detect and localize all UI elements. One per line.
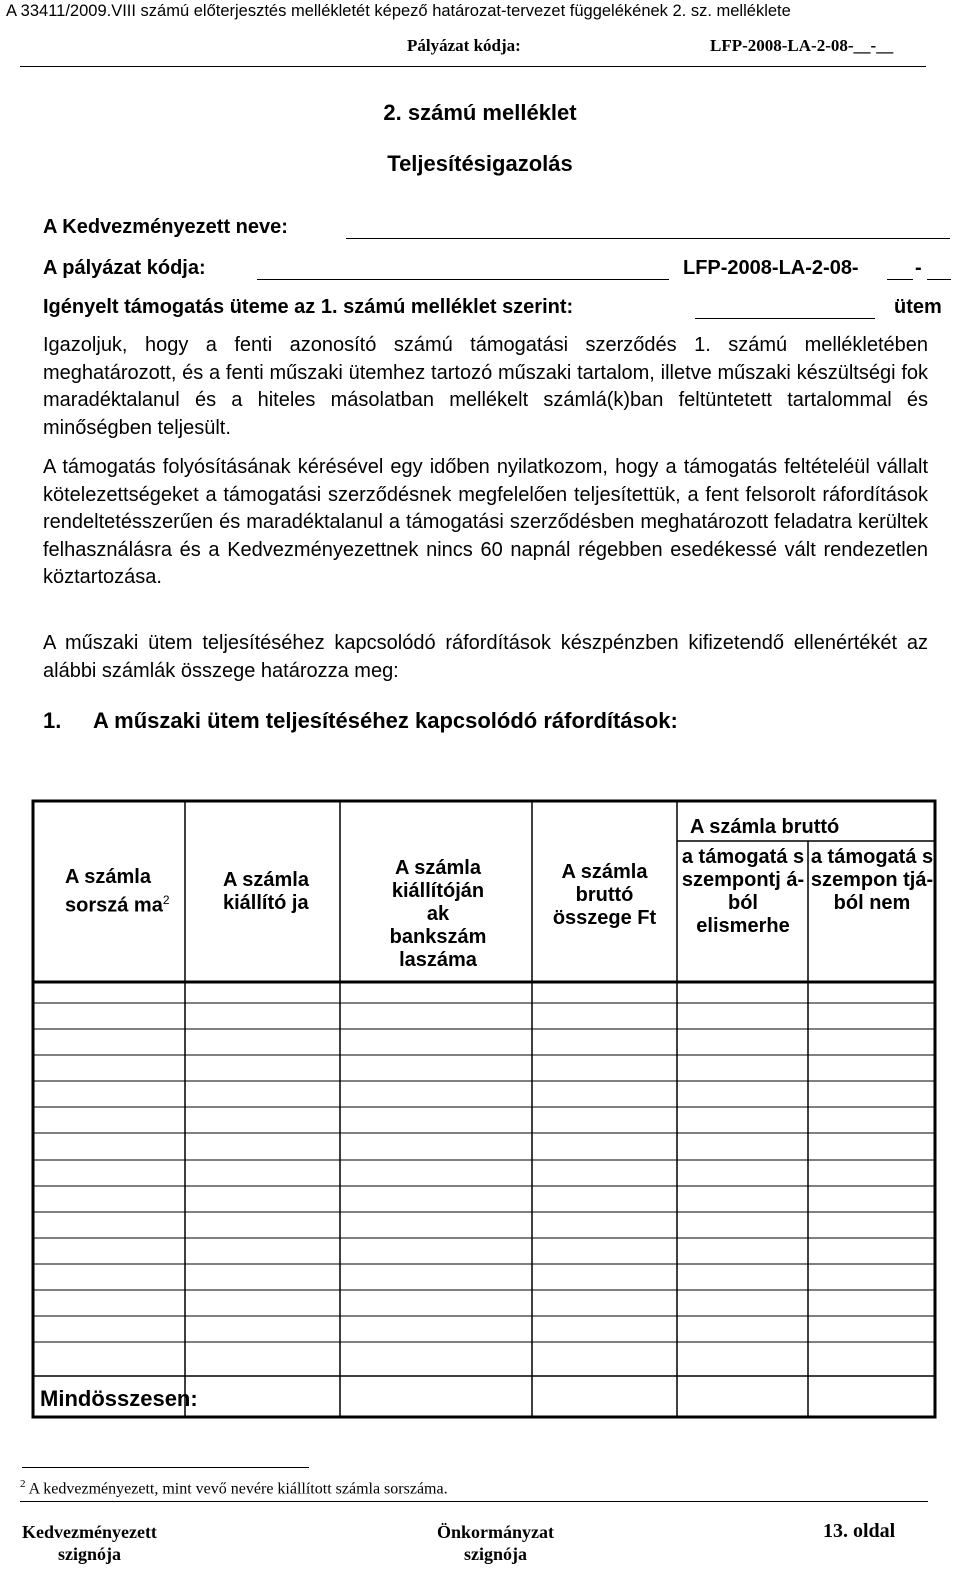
invoice-paragraph: A műszaki ütem teljesítéséhez kapcsolódó ráfordítások készpénzben kifizetendő ellenértékét az alábbi számlák összege határozza meg: [43, 632, 928, 682]
col-header-issuer: A számla kiállító ja [223, 869, 309, 914]
col-header-not-eligible: a támogatá s szempon tjá- ból nem [810, 846, 934, 914]
col-header-gross-amount: A számla bruttó összege Ft [552, 861, 657, 929]
total-label: Mindösszesen: [40, 1386, 198, 1411]
declaration-paragraph: A támogatás folyósításának kérésével egy időben nyilatkozom, hogy a támogatás feltételéül vállalt kötelezettségeket a támogatási szerződésnek megfelelően teljesítettük, a fent felsorolt ráfordítások rendeltetésszerűen és maradéktalanul a támogatási szerződésben meghatározott feladatra kerültek felhasználásra és a Kedvezményezettnek nincs 60 napnál régebben esedékessé vált rendezetlen köztartozása. [43, 456, 928, 588]
annex-number: 2. számú melléklet [383, 100, 577, 125]
beneficiary-name-label: A Kedvezményezett neve: [43, 216, 288, 238]
col-header-eligible: a támogatá s szempontj á- ból elismerhe [681, 846, 805, 937]
section-title: A műszaki ütem teljesítéséhez kapcsolódó ráfordítások: [93, 708, 678, 733]
application-code-label: A pályázat kódja: [43, 257, 206, 279]
footnote-divider [22, 1467, 309, 1468]
header-code-label: Pályázat kódja: [407, 36, 521, 55]
document-title: Teljesítésigazolás [387, 151, 573, 176]
certification-paragraph: Igazoljuk, hogy a fenti azonosító számú támogatási szerződés 1. számú mellékletében meghatározott, és a fenti műszaki ütemhez tartozó műszaki tartalom, illetve műszaki készültségi fok maradéktalanul és a hiteles másolatban mellékelt számlá(k)ban feltüntetett tartalommal és minőségben teljesült. [43, 334, 928, 439]
stage-suffix: ütem [894, 296, 942, 318]
col-header-serial: A számla sorszá $ma^2$ [65, 866, 170, 917]
header-code-value: LFP-2008-LA-2-08-__-__ [710, 36, 894, 55]
page-number: 13. oldal [823, 1520, 896, 1542]
code-dash: - [915, 257, 922, 279]
footnote: $^2$ A kedvezményezett, mint vevő nevére kiállított számla sorszáma. [20, 1478, 448, 1498]
col-header-bank-account: A számla kiállítóján ak bankszám laszáma [389, 857, 487, 971]
col-header-gross-group: A számla bruttó [690, 816, 840, 838]
beneficiary-signature: Kedvezményezett szignója [22, 1522, 157, 1564]
footer-divider [20, 1501, 928, 1502]
header-reference: A 33411/2009.VIII számú előterjesztés mellékletét képező határozat-tervezet függelékének 2. sz. melléklete [6, 2, 791, 20]
stage-label: Igényelt támogatás üteme az 1. számú melléklet szerint: [43, 296, 574, 318]
municipality-signature: Önkormányzat szignója [437, 1522, 554, 1564]
application-code-value: LFP-2008-LA-2-08- [683, 257, 859, 279]
section-number: 1. [43, 708, 62, 733]
